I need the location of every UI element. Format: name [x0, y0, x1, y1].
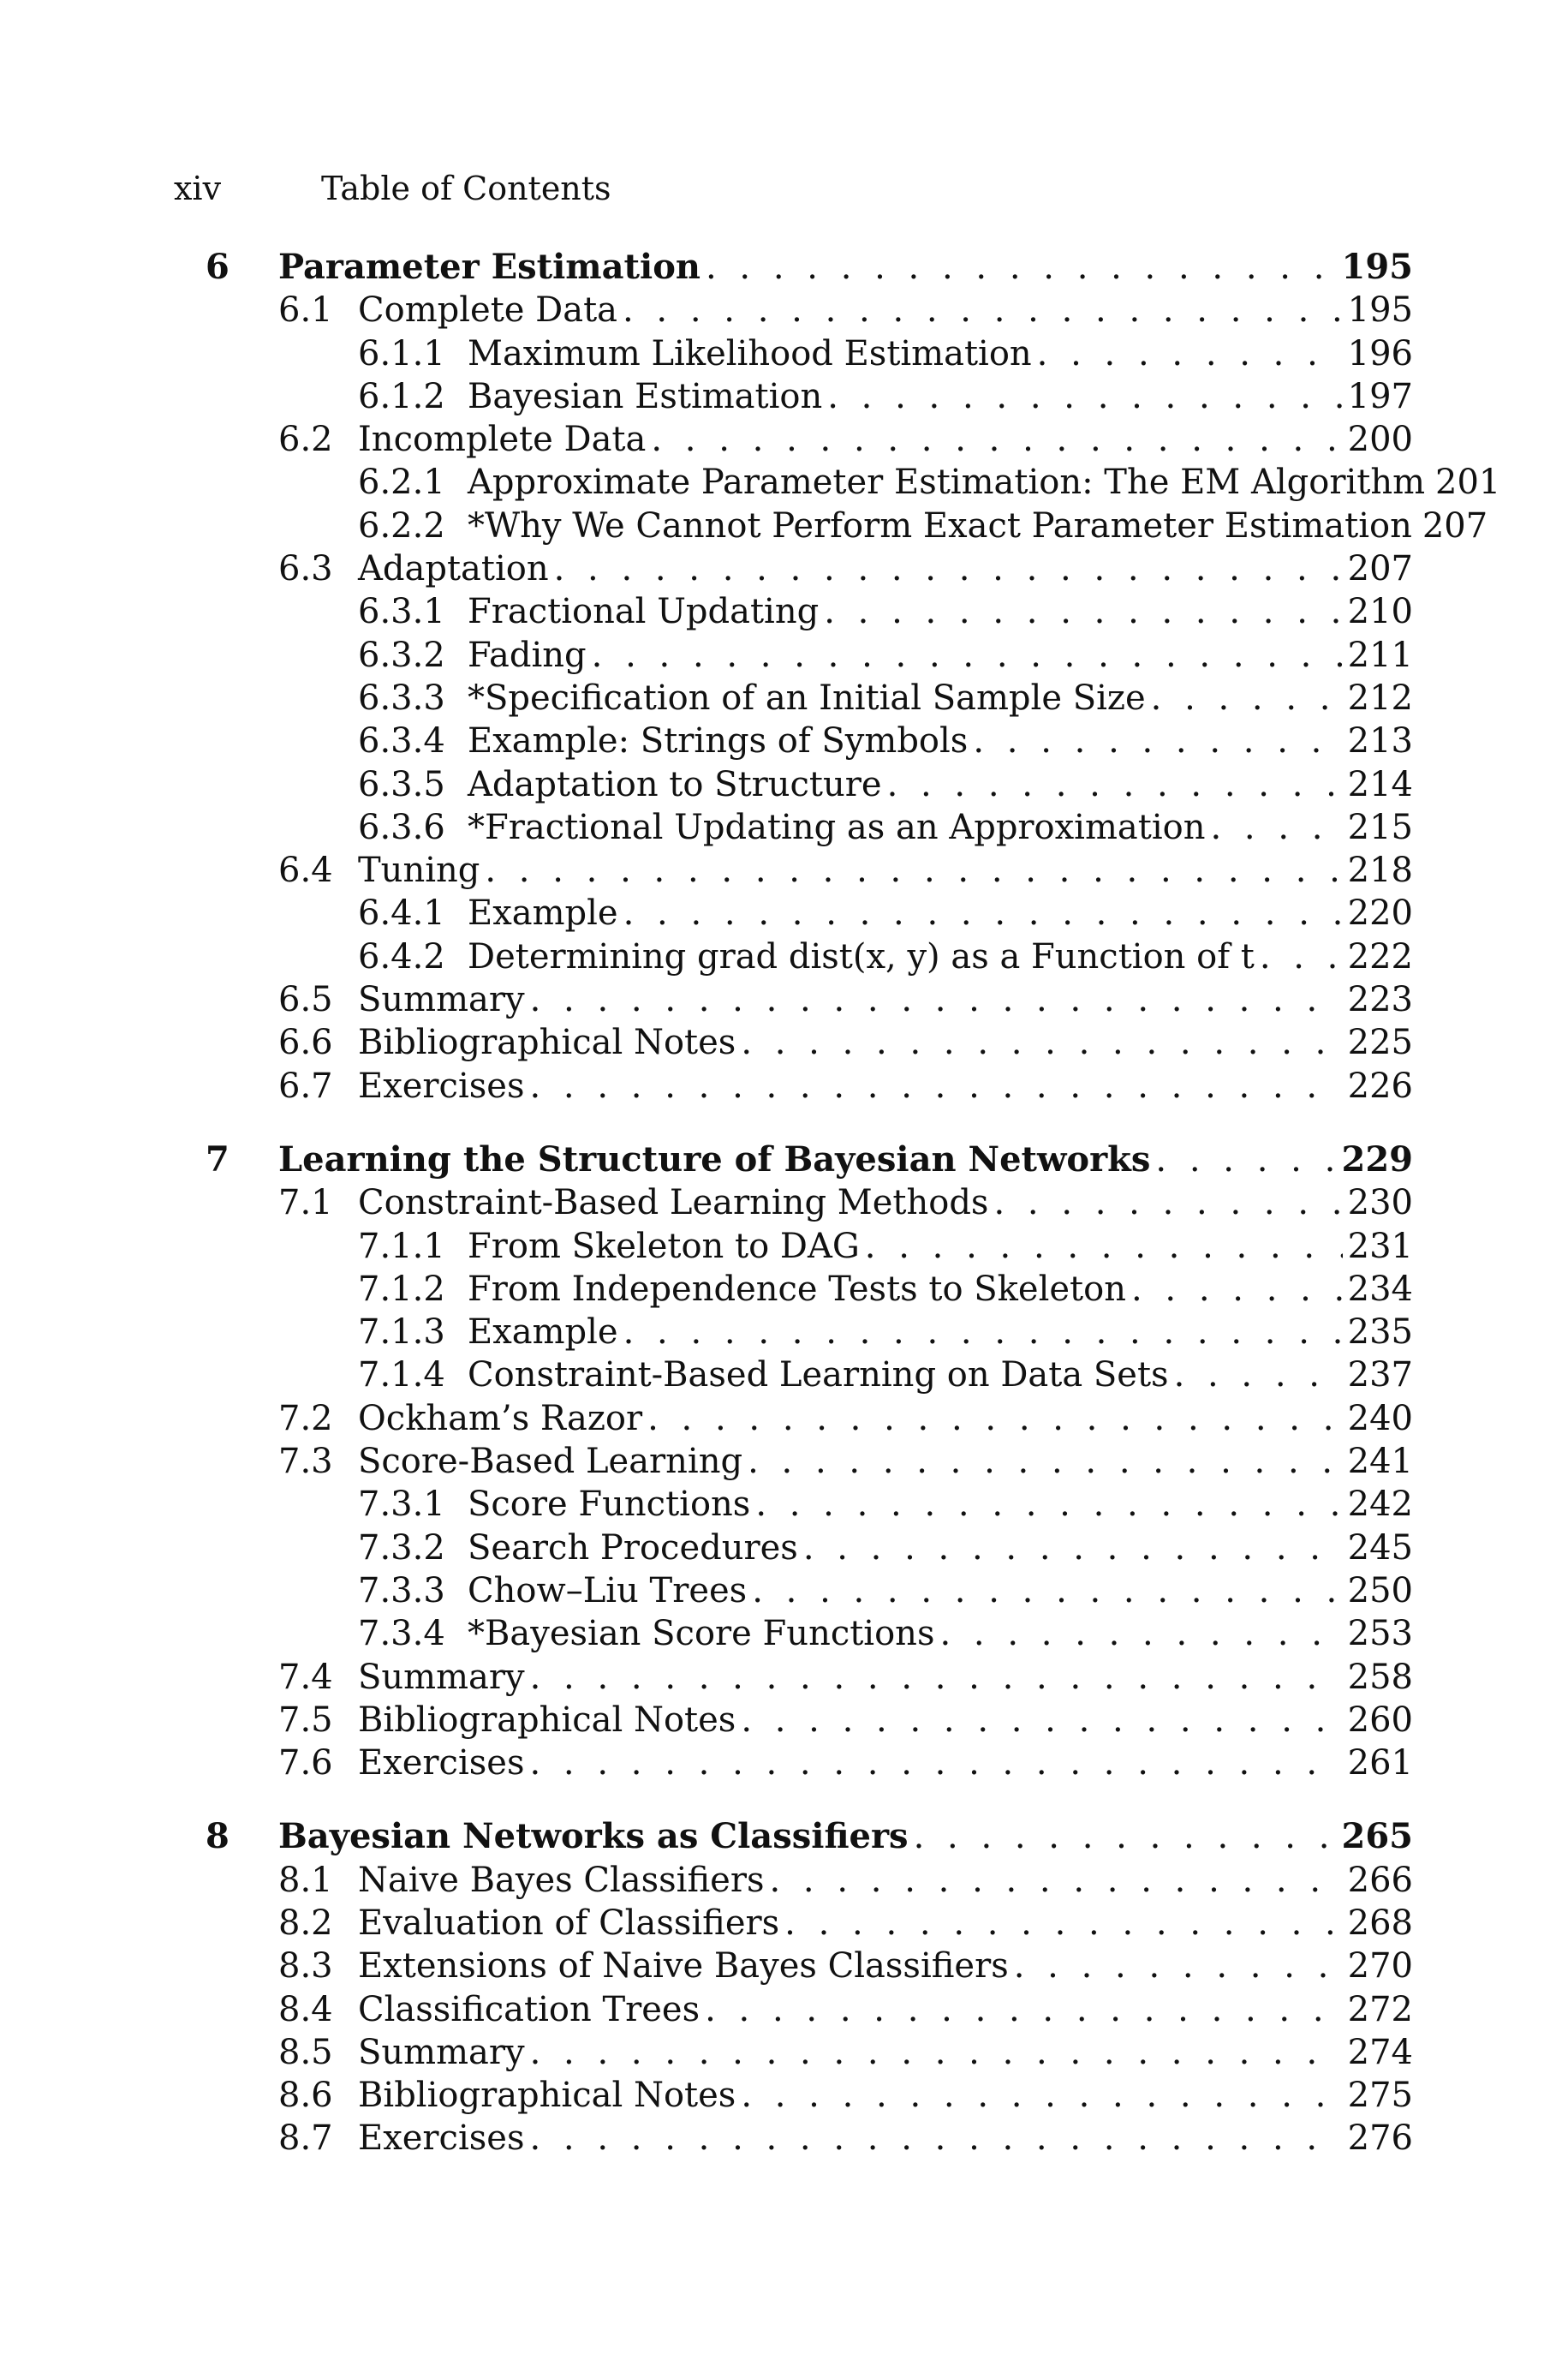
- section-entry[interactable]: [206, 1742, 1413, 1784]
- subsection-entry[interactable]: [206, 763, 1413, 806]
- entry-page-number: 234: [1347, 1269, 1413, 1309]
- section-entry[interactable]: [206, 547, 1413, 590]
- dot-leader: [741, 1021, 1342, 1064]
- chapter-entry[interactable]: [206, 1138, 1413, 1181]
- section-entry[interactable]: [206, 2074, 1413, 2117]
- entry-title[interactable]: Ockham’s Razor: [358, 1398, 643, 1438]
- entry-page-number: 235: [1347, 1312, 1413, 1353]
- entry-number: 8.7: [278, 2118, 333, 2159]
- dot-leader: [1155, 1138, 1336, 1181]
- entry-number: 7.5: [278, 1700, 333, 1740]
- entry-title[interactable]: Determining grad dist(x, y) as a Function of t: [468, 936, 1255, 977]
- entry-number: 7.1: [278, 1183, 333, 1223]
- dot-leader: [769, 1859, 1342, 1902]
- entry-page-number: 212: [1347, 678, 1413, 718]
- entry-page-number: 237: [1347, 1355, 1413, 1395]
- section-entry[interactable]: [206, 1397, 1413, 1440]
- entry-title[interactable]: Example: [468, 1312, 618, 1353]
- dot-leader: [1260, 935, 1343, 978]
- entry-number: 7.3.4: [358, 1614, 445, 1654]
- entry-page-number: 230: [1347, 1183, 1413, 1223]
- entry-title[interactable]: Fractional Updating: [468, 592, 820, 632]
- dot-leader: [824, 590, 1342, 633]
- entry-page-number: 268: [1347, 1903, 1413, 1943]
- entry-page-number: 276: [1347, 2118, 1413, 2159]
- entry-title[interactable]: Bayesian Networks as Classifiers: [278, 1816, 909, 1857]
- subsection-entry[interactable]: [206, 935, 1413, 978]
- entry-number: 7.1.3: [358, 1312, 445, 1353]
- entry-page-number: 272: [1347, 1989, 1413, 2029]
- entry-number: 7.1.2: [358, 1269, 445, 1309]
- entry-page-number: 242: [1347, 1485, 1413, 1525]
- page-header: [174, 168, 611, 209]
- entry-title[interactable]: Adaptation to Structure: [468, 764, 882, 804]
- entry-number: 6.3.5: [358, 764, 445, 804]
- entry-page-number: 231: [1347, 1226, 1413, 1266]
- entry-title[interactable]: Exercises: [358, 2118, 525, 2159]
- entry-title[interactable]: From Independence Tests to Skeleton: [468, 1269, 1126, 1309]
- entry-number: 6.3.4: [358, 721, 445, 762]
- subsection-entry[interactable]: [206, 1612, 1413, 1655]
- entry-title[interactable]: Tuning: [358, 851, 480, 891]
- dot-leader: [741, 2074, 1342, 2117]
- entry-number: 6.4: [278, 851, 333, 891]
- entry-title[interactable]: Constraint-Based Learning on Data Sets: [468, 1355, 1169, 1395]
- dot-leader: [1037, 332, 1343, 375]
- section-entry[interactable]: [206, 289, 1413, 332]
- entry-page-number: 215: [1347, 807, 1413, 847]
- entry-number: 8: [206, 1816, 230, 1857]
- entry-title[interactable]: Bibliographical Notes: [358, 1700, 736, 1740]
- dot-leader: [530, 978, 1343, 1021]
- dot-leader: [973, 720, 1342, 762]
- section-entry[interactable]: [206, 1656, 1413, 1699]
- entry-number: 6.3.2: [358, 635, 445, 675]
- entry-number: 7.2: [278, 1398, 333, 1438]
- dot-leader: [865, 1225, 1343, 1268]
- entry-title[interactable]: Summary: [358, 2032, 525, 2072]
- entry-page-number: 207: [1347, 549, 1413, 589]
- dot-leader: [623, 1311, 1343, 1353]
- entry-number: 6: [206, 247, 230, 287]
- entry-page-number: 253: [1347, 1614, 1413, 1654]
- entry-number: 8.2: [278, 1903, 333, 1943]
- entry-number: 6.3: [278, 549, 333, 589]
- dot-leader: [748, 1440, 1343, 1483]
- entry-title[interactable]: Bibliographical Notes: [358, 2076, 736, 2116]
- section-entry[interactable]: [206, 1945, 1413, 1987]
- entry-number: 6.6: [278, 1023, 333, 1063]
- entry-title[interactable]: *Why We Cannot Perform Exact Parameter Estimation: [468, 505, 1412, 546]
- entry-page-number: 225: [1347, 1023, 1413, 1063]
- subsection-entry[interactable]: [206, 505, 1488, 547]
- entry-page-number: 196: [1347, 333, 1413, 373]
- entry-title[interactable]: Bayesian Estimation: [468, 376, 823, 416]
- dot-leader: [485, 849, 1342, 892]
- dot-leader: [554, 547, 1343, 590]
- dot-leader: [741, 1699, 1342, 1742]
- subsection-entry[interactable]: [206, 1268, 1413, 1311]
- entry-number: 7.3: [278, 1442, 333, 1482]
- subsection-entry[interactable]: [206, 1483, 1413, 1526]
- entry-number: 6.2.1: [358, 463, 445, 503]
- subsection-entry[interactable]: [206, 1311, 1413, 1353]
- dot-leader: [1151, 677, 1343, 720]
- entry-title[interactable]: Learning the Structure of Bayesian Networks: [278, 1138, 1151, 1180]
- dot-leader: [914, 1815, 1337, 1858]
- dot-leader: [651, 418, 1342, 461]
- entry-title[interactable]: *Bayesian Score Functions: [468, 1614, 935, 1654]
- entry-number: 6.2: [278, 420, 333, 460]
- subsection-entry[interactable]: [206, 1527, 1413, 1569]
- dot-leader: [529, 1742, 1342, 1784]
- entry-number: 7.3.3: [358, 1570, 445, 1610]
- running-title: Table of Contents: [321, 170, 611, 207]
- subsection-entry[interactable]: [206, 375, 1413, 418]
- entry-page-number: 211: [1347, 635, 1413, 675]
- entry-title[interactable]: Classification Trees: [358, 1989, 701, 2029]
- section-entry[interactable]: [206, 1699, 1413, 1742]
- entry-number: 7.3.1: [358, 1485, 445, 1525]
- subsection-entry[interactable]: [206, 677, 1413, 720]
- chapter-entry[interactable]: [206, 1815, 1413, 1858]
- entry-number: 7: [206, 1138, 230, 1180]
- section-entry[interactable]: [206, 1065, 1413, 1108]
- section-entry[interactable]: [206, 849, 1413, 892]
- section-entry[interactable]: [206, 1181, 1413, 1224]
- dot-leader: [529, 2117, 1342, 2160]
- entry-page-number: 241: [1347, 1442, 1413, 1482]
- entry-page-number: 274: [1347, 2032, 1413, 2072]
- entry-page-number: 222: [1347, 936, 1413, 977]
- entry-page-number: 260: [1347, 1700, 1413, 1740]
- section-entry[interactable]: [206, 978, 1413, 1021]
- subsection-entry[interactable]: [206, 1569, 1413, 1612]
- dot-leader: [803, 1527, 1343, 1569]
- chapter-entry[interactable]: [206, 246, 1413, 289]
- entry-number: 6.2.2: [358, 505, 445, 546]
- dot-leader: [706, 246, 1337, 289]
- subsection-entry[interactable]: [206, 1225, 1413, 1268]
- entry-number: 8.3: [278, 1946, 333, 1987]
- entry-page-number: 223: [1347, 980, 1413, 1020]
- entry-title[interactable]: Complete Data: [358, 290, 617, 331]
- dot-leader: [993, 1181, 1342, 1224]
- dot-leader: [752, 1569, 1342, 1612]
- entry-title[interactable]: Summary: [358, 1657, 525, 1697]
- entry-title[interactable]: *Specification of an Initial Sample Size: [468, 678, 1146, 718]
- subsection-entry[interactable]: [206, 720, 1413, 762]
- entry-title[interactable]: Parameter Estimation: [278, 247, 701, 287]
- entry-title[interactable]: Score Functions: [468, 1485, 751, 1525]
- dot-leader: [784, 1902, 1342, 1945]
- entry-number: 6.1.2: [358, 376, 445, 416]
- entry-number: 7.1.4: [358, 1355, 445, 1395]
- entry-page-number: 258: [1347, 1657, 1413, 1697]
- entry-number: 8.4: [278, 1989, 333, 2029]
- section-entry[interactable]: [206, 1988, 1413, 2031]
- entry-page-number: 201: [1435, 463, 1501, 503]
- section-entry[interactable]: [206, 2031, 1413, 2074]
- dot-leader: [939, 1612, 1342, 1655]
- section-entry[interactable]: [206, 1440, 1413, 1483]
- section-entry[interactable]: [206, 2117, 1413, 2160]
- entry-title[interactable]: Fading: [468, 635, 587, 675]
- dot-leader: [887, 763, 1343, 806]
- dot-leader: [1174, 1353, 1343, 1396]
- section-entry[interactable]: [206, 1021, 1413, 1064]
- entry-number: 6.7: [278, 1066, 333, 1106]
- entry-title[interactable]: Score-Based Learning: [358, 1442, 743, 1482]
- entry-title[interactable]: Example: Strings of Symbols: [468, 721, 969, 762]
- dot-leader: [530, 1656, 1343, 1699]
- entry-number: 6.1: [278, 290, 333, 331]
- entry-number: 6.4.1: [358, 893, 445, 934]
- dot-leader: [529, 1065, 1342, 1108]
- entry-page-number: 213: [1347, 721, 1413, 762]
- entry-title[interactable]: Naive Bayes Classifiers: [358, 1860, 765, 1900]
- dot-leader: [1014, 1945, 1343, 1987]
- entry-title[interactable]: Exercises: [358, 1743, 525, 1784]
- entry-title[interactable]: Chow–Liu Trees: [468, 1570, 748, 1610]
- dot-leader: [623, 892, 1343, 935]
- entry-page-number: 220: [1347, 893, 1413, 934]
- dot-leader: [755, 1483, 1342, 1526]
- entry-title[interactable]: *Fractional Updating as an Approximation: [468, 807, 1206, 847]
- entry-page-number: 265: [1341, 1816, 1413, 1857]
- entry-title[interactable]: Approximate Parameter Estimation: The EM Algorithm: [468, 463, 1426, 503]
- entry-title[interactable]: Evaluation of Classifiers: [358, 1903, 780, 1943]
- entry-number: 6.1.1: [358, 333, 445, 373]
- dot-leader: [1131, 1268, 1343, 1311]
- entry-title[interactable]: Exercises: [358, 1066, 525, 1106]
- dot-leader: [647, 1397, 1343, 1440]
- entry-number: 6.4.2: [358, 936, 445, 977]
- dot-leader: [530, 2031, 1343, 2074]
- entry-page-number: 275: [1347, 2076, 1413, 2116]
- entry-number: 7.6: [278, 1743, 333, 1784]
- entry-page-number: 214: [1347, 764, 1413, 804]
- entry-title[interactable]: From Skeleton to DAG: [468, 1226, 860, 1266]
- entry-page-number: 229: [1341, 1138, 1413, 1180]
- entry-page-number: 226: [1347, 1066, 1413, 1106]
- entry-title[interactable]: Incomplete Data: [358, 420, 647, 460]
- entry-number: 6.3.3: [358, 678, 445, 718]
- entry-number: 8.1: [278, 1860, 333, 1900]
- entry-title[interactable]: Summary: [358, 980, 525, 1020]
- subsection-entry[interactable]: [206, 332, 1413, 375]
- entry-page-number: 207: [1422, 505, 1488, 546]
- entry-number: 6.5: [278, 980, 333, 1020]
- entry-title[interactable]: Example: [468, 893, 618, 934]
- entry-page-number: 195: [1341, 247, 1413, 287]
- dot-leader: [1210, 806, 1342, 849]
- subsection-entry[interactable]: [206, 806, 1413, 849]
- section-entry[interactable]: [206, 1902, 1413, 1945]
- entry-number: 7.1.1: [358, 1226, 445, 1266]
- entry-page-number: 218: [1347, 851, 1413, 891]
- entry-page-number: 266: [1347, 1860, 1413, 1900]
- section-entry[interactable]: [206, 1859, 1413, 1902]
- entry-page-number: 250: [1347, 1570, 1413, 1610]
- entry-page-number: 197: [1347, 376, 1413, 416]
- entry-title[interactable]: Adaptation: [358, 549, 549, 589]
- entry-number: 8.5: [278, 2032, 333, 2072]
- entry-page-number: 261: [1347, 1743, 1413, 1784]
- entry-page-number: 200: [1347, 420, 1413, 460]
- entry-title[interactable]: Constraint-Based Learning Methods: [358, 1183, 989, 1223]
- dot-leader: [623, 289, 1343, 332]
- entry-title[interactable]: Maximum Likelihood Estimation: [468, 333, 1032, 373]
- entry-number: 7.4: [278, 1657, 333, 1697]
- entry-title[interactable]: Bibliographical Notes: [358, 1023, 736, 1063]
- subsection-entry[interactable]: [206, 1353, 1413, 1396]
- subsection-entry[interactable]: [206, 892, 1413, 935]
- dot-leader: [827, 375, 1342, 418]
- subsection-entry[interactable]: [206, 590, 1413, 633]
- entry-page-number: 270: [1347, 1946, 1413, 1987]
- entry-page-number: 240: [1347, 1398, 1413, 1438]
- entry-page-number: 195: [1347, 290, 1413, 331]
- entry-page-number: 245: [1347, 1527, 1413, 1568]
- page-number: xiv: [174, 170, 222, 207]
- subsection-entry[interactable]: [206, 461, 1501, 504]
- entry-number: 6.3.6: [358, 807, 445, 847]
- subsection-entry[interactable]: [206, 634, 1413, 677]
- dot-leader: [705, 1988, 1343, 2031]
- table-of-contents: [206, 246, 1501, 2160]
- entry-title[interactable]: Search Procedures: [468, 1527, 798, 1568]
- entry-number: 6.3.1: [358, 592, 445, 632]
- entry-number: 7.3.2: [358, 1527, 445, 1568]
- section-entry[interactable]: [206, 418, 1413, 461]
- entry-number: 8.6: [278, 2076, 333, 2116]
- entry-title[interactable]: Extensions of Naive Bayes Classifiers: [358, 1946, 1009, 1987]
- entry-page-number: 210: [1347, 592, 1413, 632]
- dot-leader: [592, 634, 1343, 677]
